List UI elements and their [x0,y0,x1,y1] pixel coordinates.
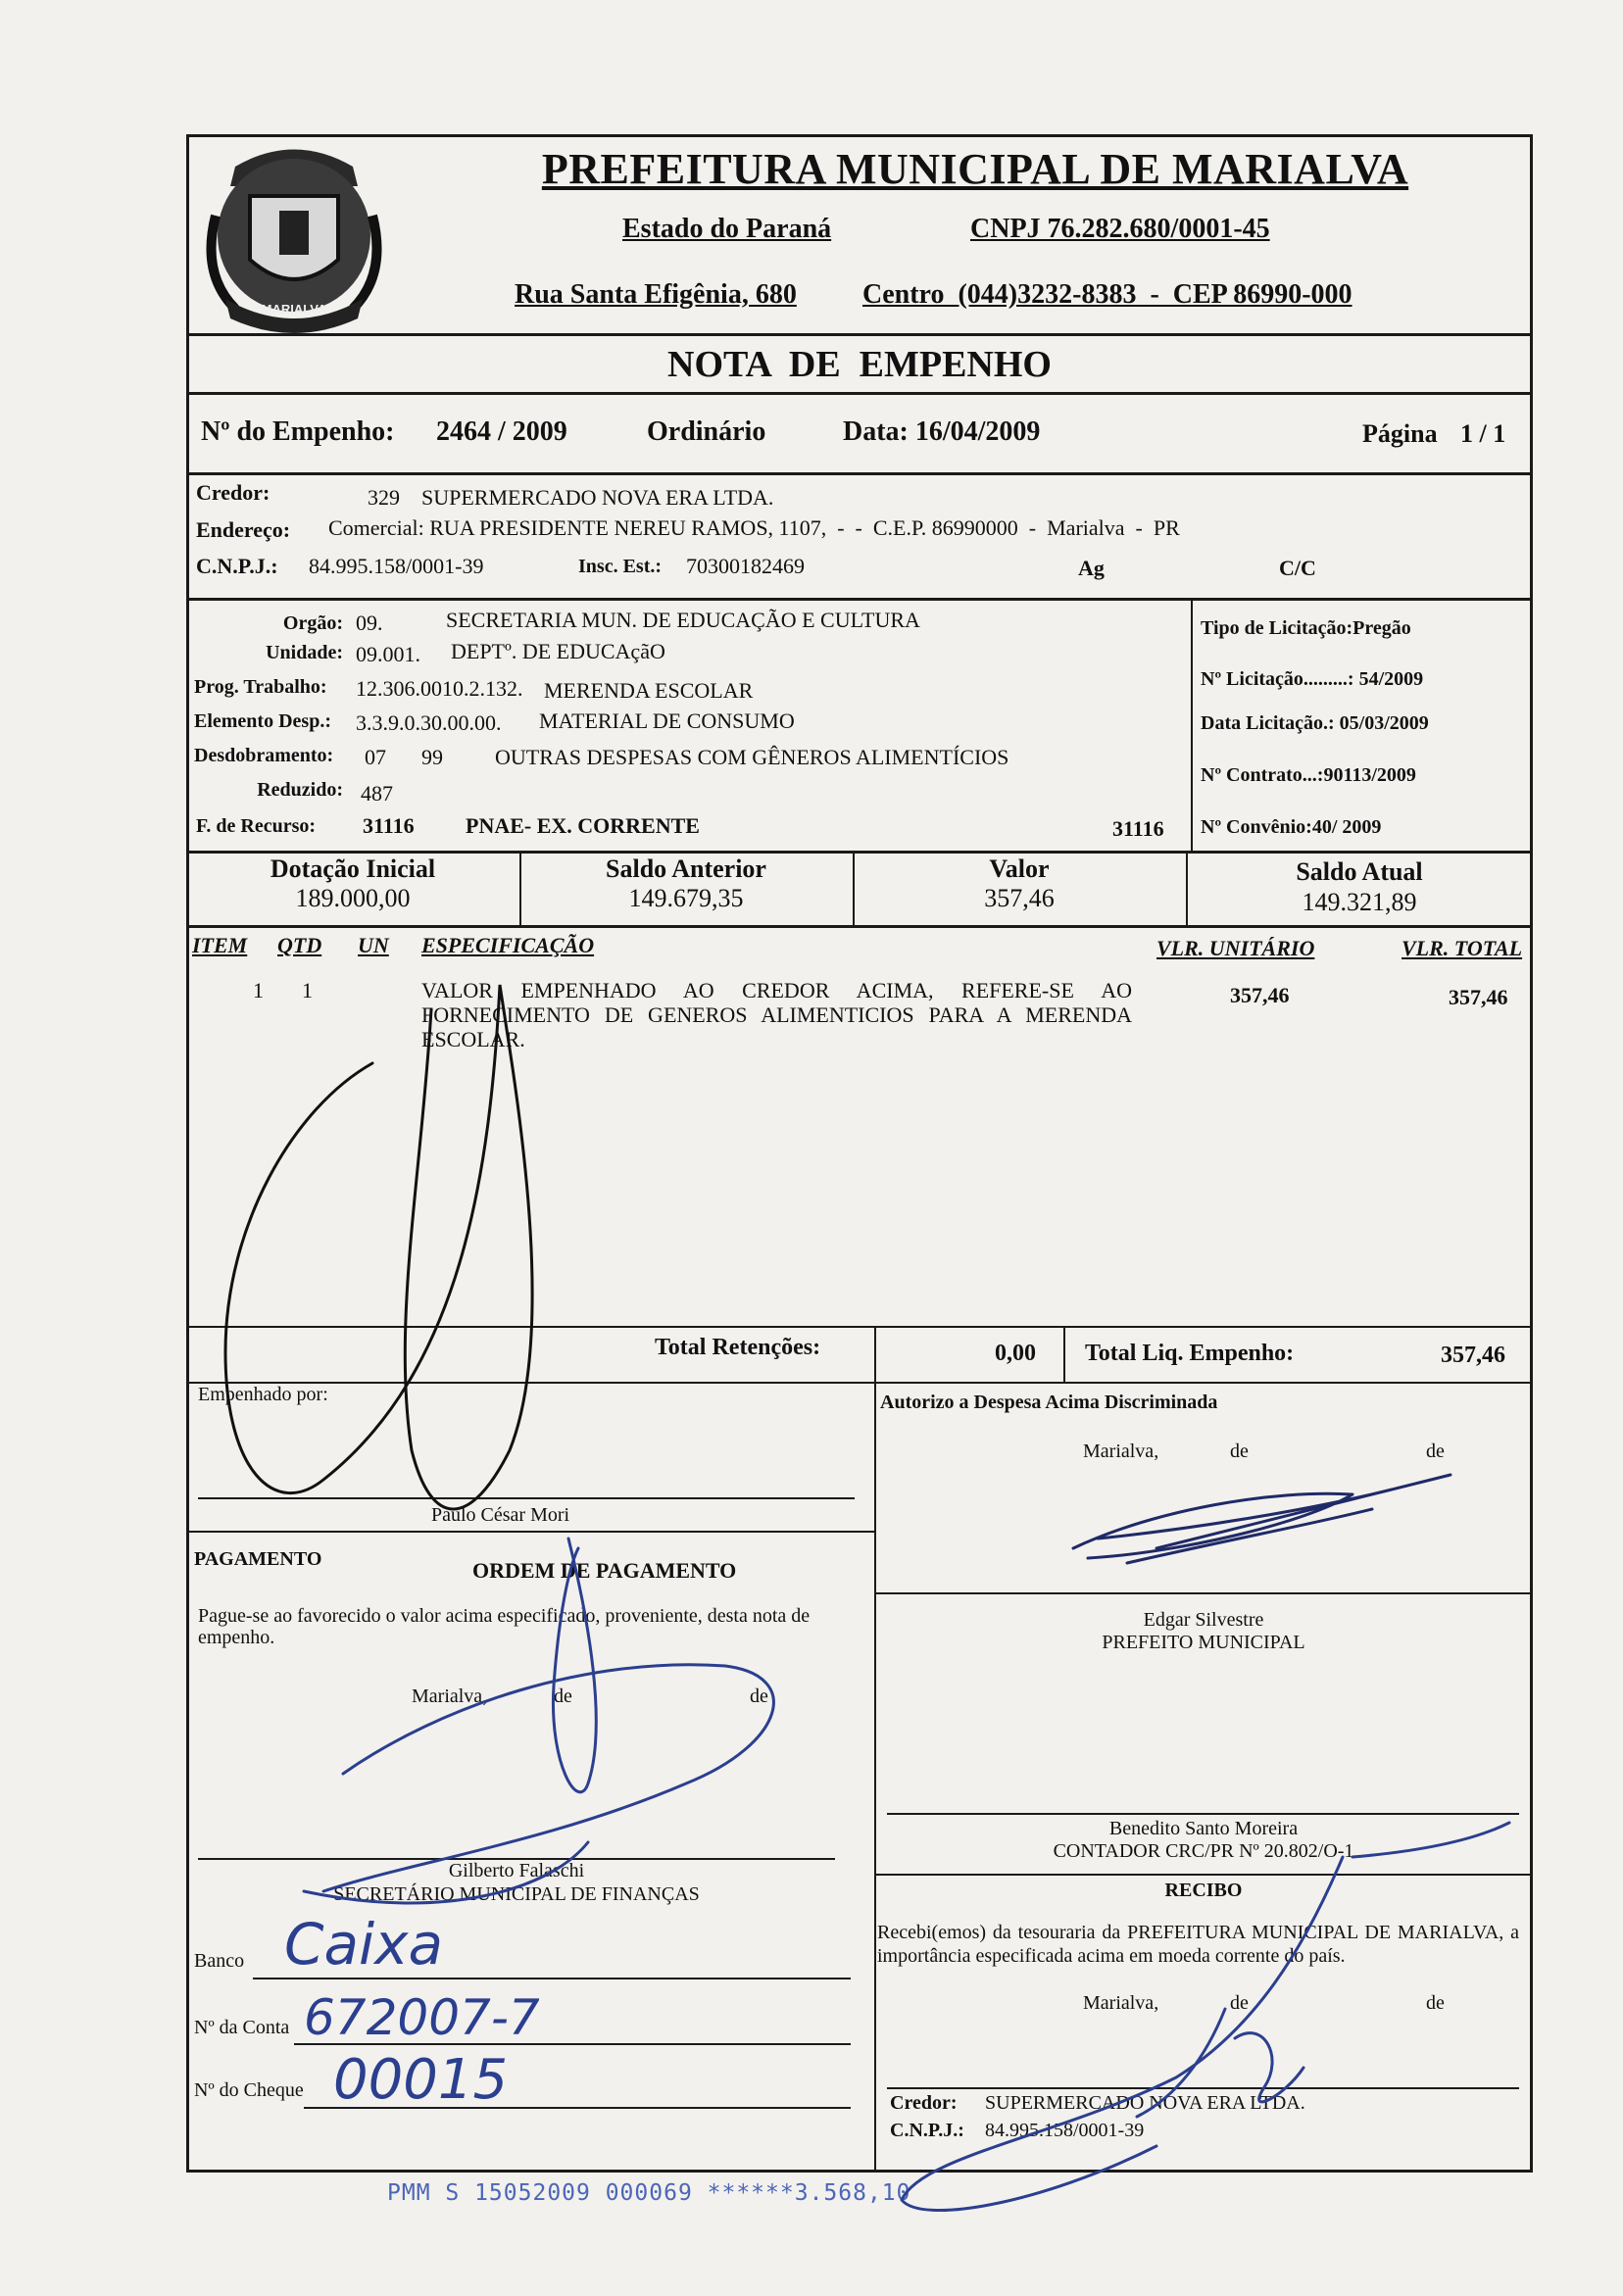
autorizo-label: Autorizo a Despesa Acima Discriminada [880,1392,1218,1413]
total-liquid-value: 357,46 [1441,1343,1505,1368]
page-label: Página [1362,419,1438,448]
col-un: UN [358,933,389,957]
mayor-name: Edgar Silvestre [1143,1609,1264,1631]
accountant-name: Benedito Santo Moreira [1108,1818,1299,1839]
finance-secretary-role: SECRETÁRIO MUNICIPAL DE FINANÇAS [333,1883,700,1905]
credor-address: Comercial: RUA PRESIDENTE NEREU RAMOS, 1107, - - C.E.P. 86990000 - Marialva - PR [328,515,1180,540]
recibo-cnpj: 84.995.158/0001-39 [985,2120,1145,2141]
recurso-code-2: 31116 [1112,816,1164,841]
unidade-code: 09.001. [356,642,420,666]
insc-est: 70300182469 [686,554,805,578]
credor-code: 329 [368,485,400,510]
account-handwritten: 672007-7 [304,1989,540,2046]
empenhado-label: Empenhado por: [198,1384,328,1405]
col-unit-value: VLR. UNITÁRIO [1156,936,1315,960]
desdobramento-name: OUTRAS DESPESAS COM GÊNEROS ALIMENTÍCIOS [495,745,1009,769]
crest-ribbon-text: MARIALVA [261,302,327,317]
document-title: NOTA DE EMPENHO [667,344,1052,385]
item-number: 1 [253,978,264,1002]
recibo-de-1: de [1230,1992,1249,2014]
total-retentions-label: Total Retenções: [655,1335,821,1360]
cheque-label: Nº do Cheque [194,2079,304,2101]
pagamento-de-1: de [554,1685,572,1707]
header-street: Rua Santa Efigênia, 680 [515,279,797,310]
credor-cnpj-label: C.N.P.J.: [196,554,278,578]
address-label: Endereço: [196,517,291,542]
header-district-phone: Centro (044)3232-8383 - CEP 86990-000 [862,279,1352,310]
account-label: C/C [1279,556,1316,580]
item-specification: VALOR EMPENHADO AO CREDOR ACIMA, REFERE-SE AO FORNECIMENTO DE GENEROS ALIMENTICIOS PARA A MERENDA ESCOLAR. [421,978,1132,1051]
bank-label: Banco [194,1950,245,1972]
recibo-text: Recebi(emos) da tesouraria da PREFEITURA MUNICIPAL DE MARIALVA, a importância especificada acima em moeda corrente do país. [877,1922,1519,1967]
desdobramento-label: Desdobramento: [194,745,334,766]
dotacao-inicial-label: Dotação Inicial [270,855,436,883]
page-title: PREFEITURA MUNICIPAL DE MARIALVA [541,145,1409,193]
ordem-pagamento-label: ORDEM DE PAGAMENTO [472,1558,737,1583]
total-liquid-label: Total Liq. Empenho: [1085,1341,1295,1366]
col-total-value: VLR. TOTAL [1402,936,1523,960]
element-code: 3.3.9.0.30.00.00. [356,710,502,735]
item-unit-value: 357,46 [1230,983,1290,1007]
convenio-number: Nº Convênio:40/ 2009 [1201,816,1382,838]
recibo-cnpj-label: C.N.P.J.: [890,2120,964,2141]
valor-label: Valor [989,855,1050,883]
pagamento-place: Marialva, [412,1685,488,1707]
empenho-type: Ordinário [647,416,766,447]
autorizo-place: Marialva, [1083,1441,1159,1462]
unidade-label: Unidade: [266,642,343,663]
pagamento-label: PAGAMENTO [194,1548,322,1570]
account-number-label: Nº da Conta [194,2017,290,2038]
licitacao-date: Data Licitação.: 05/03/2009 [1201,712,1429,734]
valor-value: 357,46 [984,884,1055,912]
header-state: Estado do Paraná [622,214,832,244]
licitacao-type: Tipo de Licitação:Pregão [1201,617,1411,639]
finance-secretary-name: Gilberto Falaschi [448,1860,585,1881]
element-name: MATERIAL DE CONSUMO [539,708,795,733]
program-code: 12.306.0010.2.132. [356,676,523,701]
credor-cnpj: 84.995.158/0001-39 [309,554,484,578]
reduzido-label: Reduzido: [257,779,343,801]
recibo-de-2: de [1426,1992,1445,2014]
cheque-handwritten: 00015 [333,2048,509,2112]
cash-register-stamp: PMM S 15052009 000069 ******3.568,10 [387,2180,911,2206]
insc-est-label: Insc. Est.: [578,556,663,577]
accountant-role: CONTADOR CRC/PR Nº 20.802/O-1 [1053,1840,1354,1862]
item-total-value: 357,46 [1449,985,1508,1009]
autorizo-de-1: de [1230,1441,1249,1462]
empenho-number-label: Nº do Empenho: [201,416,395,447]
contract-number: Nº Contrato...:90113/2009 [1201,764,1416,786]
recurso-name: PNAE- EX. CORRENTE [466,813,700,838]
recibo-place: Marialva, [1083,1992,1159,2014]
col-item: ITEM [192,933,248,957]
recibo-credor: SUPERMERCADO NOVA ERA LTDA. [985,2092,1305,2114]
recurso-label: F. de Recurso: [196,815,317,837]
saldo-anterior-label: Saldo Anterior [606,855,766,883]
saldo-anterior-value: 149.679,35 [628,884,744,912]
col-spec: ESPECIFICAÇÃO [421,933,595,957]
recibo-label: RECIBO [1164,1880,1243,1901]
mayor-role: PREFEITO MUNICIPAL [1102,1632,1305,1653]
item-qty: 1 [302,978,313,1002]
element-label: Elemento Desp.: [194,710,331,732]
desdobramento-b: 99 [421,745,443,769]
pagamento-text: Pague-se ao favorecido o valor acima especificado, proveniente, desta nota de empenho. [198,1605,811,1648]
credor-name: SUPERMERCADO NOVA ERA LTDA. [421,485,774,510]
program-name: MERENDA ESCOLAR [544,678,754,703]
header-cnpj: CNPJ 76.282.680/0001-45 [970,214,1270,244]
credor-label: Credor: [196,480,270,505]
orgao-code: 09. [356,611,383,635]
program-label: Prog. Trabalho: [194,676,327,698]
page-number: 1 / 1 [1460,419,1506,448]
col-qtd: QTD [277,933,322,957]
saldo-atual-value: 149.321,89 [1302,888,1417,916]
saldo-atual-label: Saldo Atual [1296,857,1423,886]
empenho-date: Data: 16/04/2009 [843,416,1041,447]
bank-handwritten: Caixa [284,1911,444,1978]
orgao-name: SECRETARIA MUN. DE EDUCAÇÃO E CULTURA [446,608,920,632]
reduzido: 487 [361,781,393,806]
empenho-number: 2464 / 2009 [436,416,567,447]
unidade-name: DEPTº. DE EDUCAçãO [451,639,665,663]
autorizo-de-2: de [1426,1441,1445,1462]
pagamento-de-2: de [750,1685,768,1707]
licitacao-number: Nº Licitação.........: 54/2009 [1201,668,1424,690]
agency-label: Ag [1078,556,1105,580]
total-retentions-value: 0,00 [995,1341,1036,1366]
recibo-credor-label: Credor: [890,2092,958,2114]
desdobramento-a: 07 [365,745,386,769]
recurso-code: 31116 [363,813,415,838]
orgao-label: Orgão: [282,612,343,634]
dotacao-inicial-value: 189.000,00 [295,884,411,912]
empenhado-name: Paulo César Mori [431,1504,570,1526]
